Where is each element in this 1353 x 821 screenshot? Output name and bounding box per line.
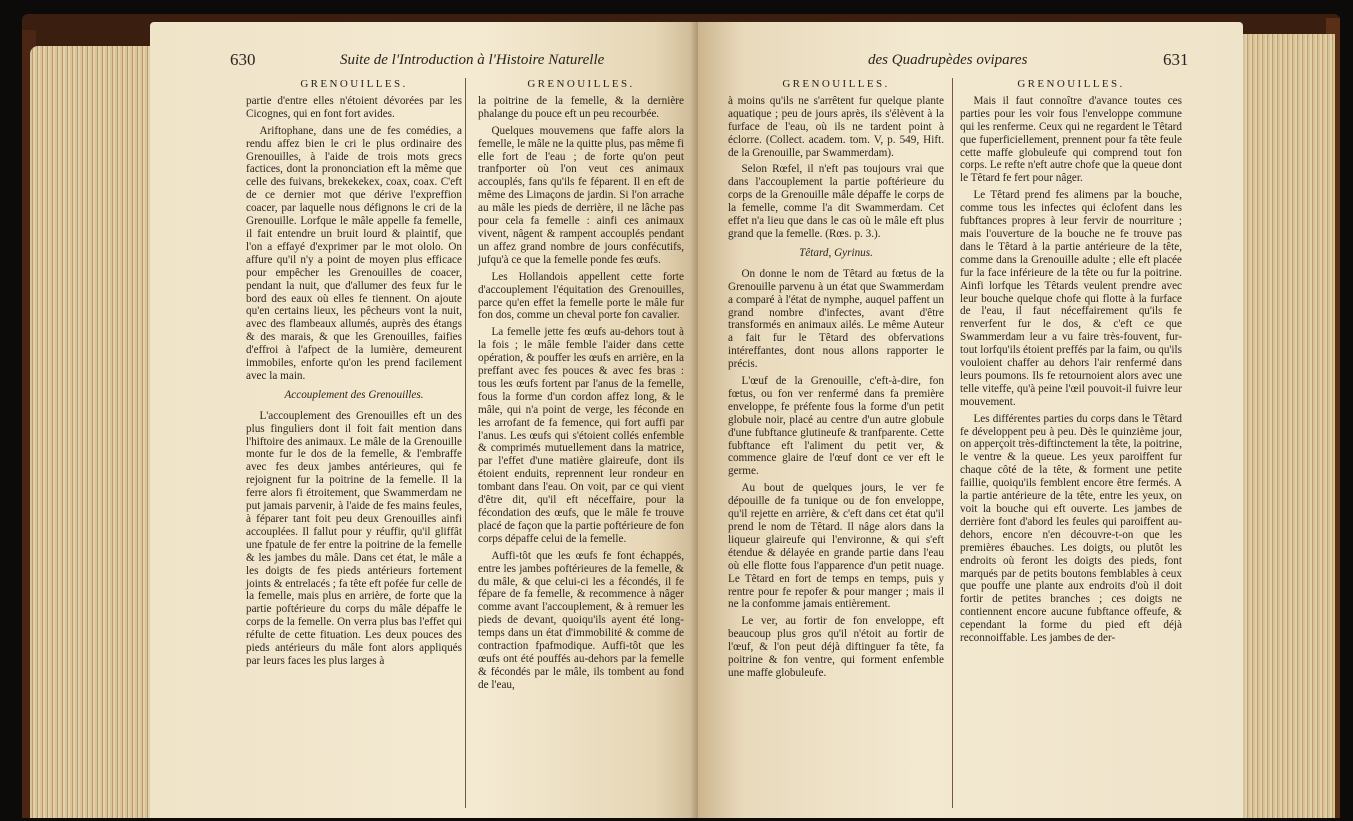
- section-subheading: Accouplement des Grenouilles.: [284, 388, 424, 401]
- column-heading: GRENOUILLES.: [300, 78, 408, 90]
- paragraph: Les différentes parties du corps dans le Têtard fe développent peu à peu. Dès le quinzième jour, on apperçoit très-diftinctement la tête, la poitrine, le ventre & la queue. Les yeux paroiffent fur chaque côté de la tête, & forment une petite faillie, quoiqu'ils femblent encore être fermés. A la partie antérieure de la tête, entre les yeux, on voit la bouche qui eft ouverte. Les jambes de derrière font d'abord les feules qui paroiffent au-dehors, encore n'en découvre-t-on que les premières ébauches. Les doigts, ou plutôt les endroits où feront les doigts des pieds, font marqués par de petits boutons femblables à ceux que pouffe une plante aux endroits d'où il doit fortir de petites branches ; ces doigts ne contiennent encore aucune fubftance offeufe, & cependant la forme du pied eft déjà reconnoiffable. Les jambes de der-: [960, 412, 1182, 645]
- paragraph: Au bout de quelques jours, le ver fe dépouille de fa tunique ou de fon enveloppe, qu'il rejette en arrière, & c'eft dans cet état qu'il prend le nom de Têtard. Il nâge alors dans la liqueur glaireufe qui l'environne, & qui s'eft étendue & délayée en grande partie dans l'eau où elle flotte fous l'apparence d'un petit nuage. Le Têtard en fort de temps en temps, puis y rentre pour fe repofer & pour manger ; mais il ne la confomme jamais entièrement.: [728, 482, 944, 611]
- running-head: des Quadrupèdes ovipares: [868, 52, 1028, 68]
- column-heading: GRENOUILLES.: [1017, 78, 1125, 90]
- page-stack-left: [30, 46, 150, 818]
- paragraph: Les Hollandois appellent cette forte d'accouplement l'équitation des Grenouilles, parce qu'en effet la femelle porte le mâle fur fon dos, comme un cheval porte fon cavalier.: [478, 270, 684, 322]
- page-stack-right: [1240, 34, 1335, 818]
- left-page: [150, 22, 698, 818]
- paragraph: Le Têtard prend fes alimens par la bouche, comme tous les infectes qui éclofent dans les fubftances propres à leur fervir de nourriture ; mais l'ouverture de la bouche ne fe trouve pas dans le Têtard à la partie antérieure de la tête, comme dans la Grenouille adulte ; elle eft placée fur la face inférieure de la tête ou fur la poitrine. Ainfi lorfque les Têtards veulent prendre avec leur bouche quelque chofe qui flotte à la furface de l'eau, il faut néceffairement qu'ils fe renverfent fur le dos, & c'eft ce que Swammerdam leur a vu faire très-fouvent, fur-tout lorfqu'ils étoient preffés par la faim, ou qu'ils vouloient chaffer au dehors l'air renfermé dans leurs poumons. Ils fe retournoient alors avec une telle viteffe, qu'à peine l'œil pouvoit-il fuivre leur mouvement.: [960, 189, 1182, 408]
- text-column-2: [960, 78, 1182, 649]
- right-page: [698, 22, 1243, 818]
- paragraph: Quelques mouvemens que faffe alors la femelle, le mâle ne la quitte plus, pas même fi elle fort de l'eau ; de forte qu'on peut tranfporter où l'on veut ces animaux accouplés, fans qu'ils fe féparent. Il en eft de même des Limaçons de jardin. Si l'on arrache au mâle les pieds de derrière, il ne lâche pas pour cela fa femelle : ainfi ces animaux vivent, nâgent & rampent accouplés pendant un affez grand nombre de jours confécutifs, jufqu'à ce que la femelle ponde fes œufs.: [478, 124, 684, 266]
- paragraph: Auffi-tôt que les œufs fe font échappés, entre les jambes poftérieures de la femelle, & du mâle, & que celui-ci les a fécondés, il fe fépare de fa femelle, & recommence à nâger comme avant l'accouplement, & à remuer les pieds de devant, quoiqu'ils ayent été long-temps dans un état d'immobilité & comme de contraction fpafmodique. Auffi-tôt que les œufs ont été pouffés au-dehors par la femelle & fécondés par le mâle, ils tombent au fond de l'eau,: [478, 549, 684, 691]
- text-column-1: [728, 78, 944, 684]
- column-rule: [952, 78, 953, 808]
- text-column-2: [478, 78, 684, 696]
- paragraph: Selon Rœfel, il n'eft pas toujours vrai que dans l'accouplement la partie poftérieure du corps de la Grenouille mâle dépaffe le corps de la femelle, comme l'a dit Swammerdam. Cet effet n'a lieu que dans le cas où le mâle eft plus grand que la femelle. (Rœs. p. 3.).: [728, 163, 944, 240]
- paragraph: Mais il faut connoître d'avance toutes ces parties pour les voir fous l'enveloppe commune qui les renferme. Ceux qui ne regardent le Têtard que fuperficiellement, prennent pour fa tête feule cette maffe globuleufe qui comprend tout fon corps. Le refte n'eft autre chofe que la queue dont le Têtard fe fert pour nâger.: [960, 94, 1182, 185]
- paragraph: Ariftophane, dans une de fes comédies, a rendu affez bien le cri le plus ordinaire des Grenouilles, à l'aide de trois mots grecs factices, dont la prononciation eft la même que celle des fuivans, brekekekex, coax, coax. C'eft de ce dernier mot que dérive l'expreffion coacer, par laquelle nous défignons le cri de la Grenouille. Lorfque le mâle appelle fa femelle, il fait entendre un bruit lourd & plaintif, que l'on a effayé d'exprimer par le mot ololo. On affure qu'il n'y a point de moyen plus efficace pour empêcher les Grenouilles de coacer, pendant la nuit, que d'allumer des feux fur le bord des eaux où elles fe tiennent. On ajoute qu'en certains lieux, les pêcheurs vont la nuit, avec des flambeaux allumés, auprès des étangs & des marais, & que les Grenouilles, faifies d'effroi à l'afpect de la lumière, demeurent immobiles, enforte qu'on les prend facilement avec la main.: [246, 124, 462, 382]
- paragraph: L'accouplement des Grenouilles eft un des plus finguliers dont il foit fait mention dans l'hiftoire des animaux. Le mâle de la Grenouille monte fur le dos de la femelle, & l'embraffe avec fes deux jambes antérieures, qui fe rejoignent fur la poitrine de la femelle. Il la ferre alors fi étroitement, que Swammerdam ne put jamais parvenir, à l'aide de fes mains feules, à féparer tant foit peu deux Grenouilles ainfi accouplées. Il fallut pour y réuffir, qu'il gliffât une fpatule de fer entre la poitrine de la femelle & les jambes du mâle. Dans cet état, le mâle a les doigts de fes pieds antérieurs fortement joints & entrelacés ; fa tête eft pofée fur celle de la femelle, mais plus en arrière, de forte que la partie poftérieure du corps du mâle dépaffe le corps de la femelle. On verra plus bas l'effet qui réfulte de cette fituation. Les deux pouces des pieds antérieurs du mâle font alors appliqués par leurs faces les plus larges à: [246, 409, 462, 667]
- column-rule: [465, 78, 466, 808]
- paragraph: On donne le nom de Têtard au fœtus de la Grenouille parvenu à un état que Swammerdam a comparé à l'état de nymphe, auquel paffent un grand nombre d'infectes, avant d'être transformés en animaux ailés. Le même Auteur a fait fur le Têtard des obfervations intéreffantes, dont nous allons rapporter le précis.: [728, 267, 944, 371]
- page-number: 630: [230, 50, 256, 69]
- paragraph: Le ver, au fortir de fon enveloppe, eft beaucoup plus gros qu'il n'étoit au fortir de l'œuf, & l'on peut déjà diftinguer fa tête, fa poitrine & fon ventre, qui forment enfemble une maffe globuleufe.: [728, 615, 944, 679]
- paragraph: la poitrine de la femelle, & la dernière phalange du pouce eft un peu recourbée.: [478, 94, 684, 120]
- paragraph: La femelle jette fes œufs au-dehors tout à la fois ; le mâle femble l'aider dans cette opération, & pouffer les œufs en arrière, en la preffant avec fes pouces & avec fes bras : tous les œufs fortent par l'anus de la femelle, fous la forme d'un cordon affez long, & le mâle, qui n'a point de verge, les féconde en les arrofant de fa femence, qui fort auffi par l'anus. Les œufs qui s'étoient collés enfemble & comprimés mutuellement dans la matrice, par l'effet d'une matière glaireufe, dont ils étoient enduits, reprennent leur rondeur en tombant dans l'eau. On voit, par ce qui vient d'être dit, qu'il eft néceffaire, pour la fécondation des œufs, que le mâle fe trouve placé de façon que la partie poftérieure de fon corps dépaffe celui de la femelle.: [478, 326, 684, 545]
- text-column-1: [246, 78, 462, 672]
- paragraph: partie d'entre elles n'étoient dévorées par les Cicognes, qui en font fort avides.: [246, 94, 462, 120]
- paragraph: à moins qu'ils ne s'arrêtent fur quelque plante aquatique ; peu de jours après, ils s'élèvent à la furface de l'eau, où ils ne tardent point à éclorre. (Collect. academ. tom. V, p. 549, Hift. de la Grenouille, par Swammerdam).: [728, 94, 944, 159]
- column-heading: GRENOUILLES.: [782, 78, 890, 90]
- paragraph: L'œuf de la Grenouille, c'eft-à-dire, fon fœtus, ou fon ver renfermé dans fa première enveloppe, fe préfente fous la forme d'un petit globule noir, placé au centre d'un autre globule d'une fubftance glutineufe & tranfparente. Cette fubftance eft l'aliment du petit ver, & commence glaire de l'œuf dont ce ver eft le germe.: [728, 375, 944, 478]
- page-number: 631: [1163, 50, 1189, 69]
- section-subheading: Têtard, Gyrinus.: [799, 246, 873, 259]
- column-heading: GRENOUILLES.: [527, 78, 635, 90]
- running-head: Suite de l'Introduction à l'Histoire Naturelle: [340, 52, 605, 68]
